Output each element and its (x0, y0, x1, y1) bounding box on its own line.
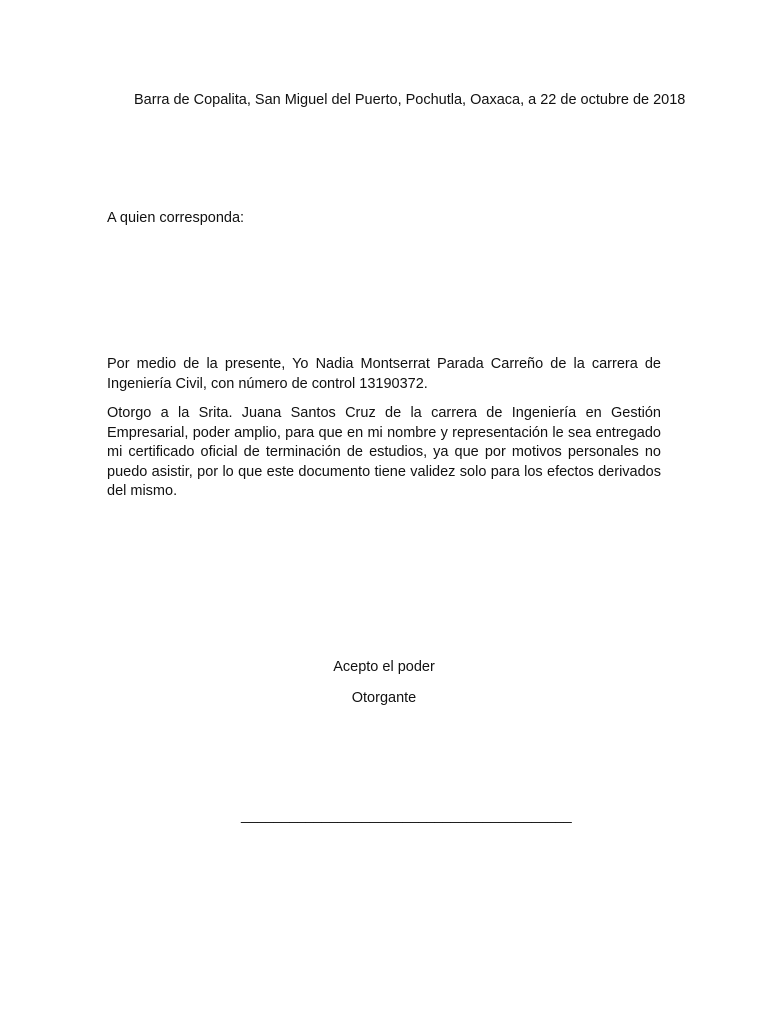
paragraph-power-of-attorney: Otorgo a la Srita. Juana Santos Cruz de la carrera de Ingeniería en Gestión Empresarial, poder amplio, para que en mi nombre y representación le sea entregado mi certificado oficial de terminación de estudios, ya que por motivos personales no puedo asistir, por lo que este documento tiene validez solo para los efectos derivados del mismo. (107, 405, 661, 500)
accept-label: Acepto el poder (333, 659, 435, 675)
date-line: Barra de Copalita, San Miguel del Puerto, Pochutla, Oaxaca, a 22 de octubre de 2018 (134, 92, 686, 108)
salutation: A quien corresponda: (107, 210, 245, 226)
paragraph-identification: Por medio de la presente, Yo Nadia Montserrat Parada Carreño de la carrera de Ingeniería Civil, con número de control 13190372. (107, 356, 661, 392)
signature-line: _________________________________________ (241, 808, 572, 824)
grantor-label: Otorgante (351, 690, 417, 706)
